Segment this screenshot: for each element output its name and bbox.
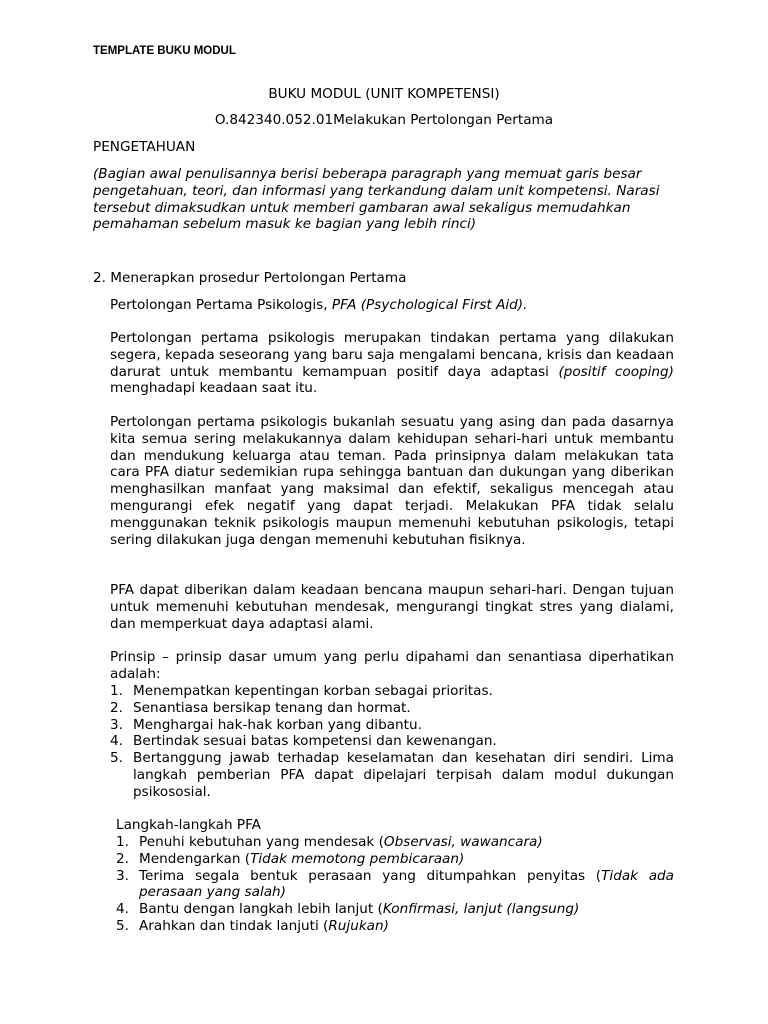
paragraph-2: Pertolongan pertama psikologis bukanlah sesuatu yang asing dan pada dasarnya kita semua sering melakukannya dalam kehidupan sehari-hari untuk membantu dan mendukung keluarga atau teman. Pada prinsipnya dalam melakukan tata cara PFA diatur sedemikian rupa sehingga bantuan dan dukungan yang diberikan menghasilkan manfaat yang maksimal dan efektif, sekaligus mencegah atau mengurangi efek negatif yang dapat terjadi. Melakukan PFA tidak selalu menggunakan teknik psikologis maupun memenuhi kebutuhan psikologis, tetapi sering dilakukan juga dengan memenuhi kebutuhan fisiknya. xyxy=(110,414,674,548)
list-number: 4. xyxy=(110,733,123,750)
paragraph-1 xyxy=(110,330,674,397)
paragraph-1-end: menghadapi keadaan saat itu. xyxy=(110,380,318,397)
pfa-title xyxy=(110,297,674,314)
list-number: 5. xyxy=(116,917,129,934)
step-italic: Observasi, wawancara) xyxy=(383,834,543,850)
list-item xyxy=(116,868,674,902)
list-text: Menghargai hak-hak korban yang dibantu. xyxy=(133,716,422,733)
list-item xyxy=(110,733,674,750)
list-number: 1. xyxy=(110,683,123,699)
list-text: Bertanggung jawab terhadap keselamatan dan kesehatan diri sendiri. Lima langkah pemberian PFA dapat dipelajari terpisah dalam modul dukungan psikososial. xyxy=(133,750,674,800)
list-item xyxy=(116,918,674,935)
list-item xyxy=(116,834,674,851)
pfa-title-italic: PFA (Psychological First Aid). xyxy=(331,297,528,313)
list-number: 1. xyxy=(116,834,129,850)
paragraph-3: PFA dapat diberikan dalam keadaan bencana maupun sehari-hari. Dengan tujuan untuk memenuhi kebutuhan mendesak, mengurangi tingkat stres yang dialami, dan memperkuat daya adaptasi alami. xyxy=(110,582,674,632)
step-italic: Konfirmasi, lanjut (langsung) xyxy=(382,901,580,918)
list-number: 2. xyxy=(116,850,129,867)
paragraph-1-italic: (positif cooping) xyxy=(558,363,674,380)
step-text: Bantu dengan langkah lebih lanjut ( xyxy=(139,901,383,918)
template-header: TEMPLATE BUKU MODUL xyxy=(93,45,236,57)
step-italic: Tidak ada perasaan yang salah) xyxy=(139,867,674,901)
list-number: 5. xyxy=(110,750,123,767)
list-item xyxy=(110,700,674,717)
steps-list xyxy=(116,834,674,935)
list-number: 2. xyxy=(110,699,123,716)
list-item xyxy=(110,717,674,734)
principles-list xyxy=(110,683,674,801)
step-text: Penuhi kebutuhan yang mendesak ( xyxy=(139,834,384,850)
intro-text: (Bagian awal penulisannya berisi beberapa paragraph yang memuat garis besar pengetahuan, teori, dan informasi yang terkandung dalam unit kompetensi. Narasi tersebut dimaksudkan untuk memberi gambaran awal sekaligus memudahkan pemahaman sebelum masuk ke bagian yang lebih rinci) xyxy=(93,166,660,233)
principles-intro: Prinsip – prinsip dasar umum yang perlu dipahami dan senantiasa diperhatikan adalah: xyxy=(110,649,674,682)
list-text: Menempatkan kepentingan korban sebagai prioritas. xyxy=(133,683,493,699)
step-text: Mendengarkan ( xyxy=(139,850,251,867)
list-number: 4. xyxy=(116,901,129,918)
step-italic: Rujukan) xyxy=(328,917,389,934)
list-item xyxy=(116,851,674,868)
intro-paragraph xyxy=(93,166,683,233)
list-number: 3. xyxy=(110,716,123,733)
unit-code-title: O.842340.052.01Melakukan Pertolongan Pertama xyxy=(214,112,554,128)
paragraph-1-text: Pertolongan pertama psikologis merupakan tindakan pertama yang dilakukan segera, kepada seseorang yang baru saja mengalami bencana, krisis dan keadaan darurat untuk membantu kemampuan positif daya adaptasi xyxy=(110,330,674,380)
section-heading: PENGETAHUAN xyxy=(93,139,196,155)
list-text: Bertindak sesuai batas kompetensi dan kewenangan. xyxy=(133,733,497,750)
list-text: Senantiasa bersikap tenang dan hormat. xyxy=(133,699,411,716)
step-text: Terima segala bentuk perasaan yang ditumpahkan penyitas ( xyxy=(139,867,602,884)
pfa-title-prefix: Pertolongan Pertama Psikologis, xyxy=(110,297,332,313)
list-number: 3. xyxy=(116,867,129,884)
list-item xyxy=(110,750,674,800)
step-italic: Tidak memotong pembicaraan) xyxy=(250,850,465,867)
subsection-heading: 2. Menerapkan prosedur Pertolongan Pertama xyxy=(93,270,407,286)
list-item xyxy=(116,901,674,918)
list-item xyxy=(110,683,674,700)
steps-title: Langkah-langkah PFA xyxy=(116,817,261,833)
document-title: BUKU MODUL (UNIT KOMPETENSI) xyxy=(268,86,500,102)
step-text: Arahkan dan tindak lanjuti ( xyxy=(139,917,329,934)
